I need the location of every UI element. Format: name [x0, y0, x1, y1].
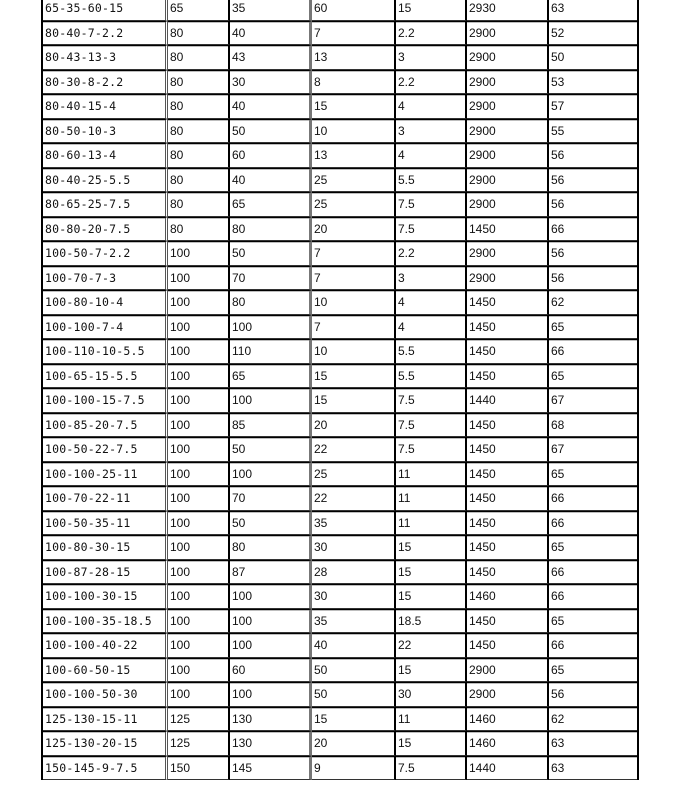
inlet-diameter-cell: 125 — [168, 731, 230, 756]
inlet-diameter-cell: 100 — [168, 584, 230, 609]
inlet-diameter-cell: 100 — [168, 388, 230, 413]
power-cell: 22 — [396, 633, 467, 658]
efficiency-cell: 65 — [549, 609, 637, 634]
model-cell: 100-50-35-11 — [43, 511, 168, 536]
flow-cell: 15 — [312, 364, 396, 389]
outlet-diameter-cell: 80 — [230, 535, 312, 560]
model-cell: 100-100-25-11 — [43, 462, 168, 487]
flow-cell: 20 — [312, 217, 396, 242]
flow-cell: 13 — [312, 45, 396, 70]
model-cell: 100-100-30-15 — [43, 584, 168, 609]
outlet-diameter-cell: 50 — [230, 241, 312, 266]
inlet-diameter-cell: 100 — [168, 658, 230, 683]
speed-cell: 1450 — [467, 535, 549, 560]
flow-cell: 22 — [312, 486, 396, 511]
inlet-diameter-cell: 65 — [168, 0, 230, 21]
speed-cell: 2900 — [467, 168, 549, 193]
table-row — [43, 217, 637, 242]
outlet-diameter-cell: 100 — [230, 682, 312, 707]
outlet-diameter-cell: 65 — [230, 192, 312, 217]
model-cell: 100-100-35-18.5 — [43, 609, 168, 634]
efficiency-cell: 63 — [549, 756, 637, 781]
outlet-diameter-cell: 40 — [230, 21, 312, 46]
table-row — [43, 388, 637, 413]
outlet-diameter-cell: 130 — [230, 707, 312, 732]
power-cell: 5.5 — [396, 339, 467, 364]
outlet-diameter-cell: 60 — [230, 143, 312, 168]
table-row — [43, 119, 637, 144]
speed-cell: 2900 — [467, 45, 549, 70]
model-cell: 80-60-13-4 — [43, 143, 168, 168]
table-row — [43, 707, 637, 732]
speed-cell: 1450 — [467, 462, 549, 487]
flow-cell: 15 — [312, 94, 396, 119]
speed-cell: 1460 — [467, 731, 549, 756]
inlet-diameter-cell: 100 — [168, 682, 230, 707]
power-cell: 11 — [396, 462, 467, 487]
power-cell: 4 — [396, 290, 467, 315]
power-cell: 15 — [396, 731, 467, 756]
table-row — [43, 609, 637, 634]
power-cell: 2.2 — [396, 21, 467, 46]
power-cell: 3 — [396, 119, 467, 144]
efficiency-cell: 56 — [549, 266, 637, 291]
efficiency-cell: 56 — [549, 143, 637, 168]
power-cell: 7.5 — [396, 413, 467, 438]
power-cell: 4 — [396, 315, 467, 340]
model-cell: 65-35-60-15 — [43, 0, 168, 21]
flow-cell: 7 — [312, 241, 396, 266]
efficiency-cell: 65 — [549, 462, 637, 487]
speed-cell: 2900 — [467, 241, 549, 266]
speed-cell: 2900 — [467, 658, 549, 683]
outlet-diameter-cell: 100 — [230, 462, 312, 487]
power-cell: 15 — [396, 0, 467, 21]
power-cell: 2.2 — [396, 70, 467, 95]
flow-cell: 15 — [312, 707, 396, 732]
outlet-diameter-cell: 87 — [230, 560, 312, 585]
efficiency-cell: 66 — [549, 584, 637, 609]
flow-cell: 10 — [312, 119, 396, 144]
speed-cell: 1450 — [467, 609, 549, 634]
inlet-diameter-cell: 80 — [168, 192, 230, 217]
table-row — [43, 633, 637, 658]
speed-cell: 2900 — [467, 143, 549, 168]
speed-cell: 1450 — [467, 560, 549, 585]
efficiency-cell: 63 — [549, 0, 637, 21]
flow-cell: 35 — [312, 511, 396, 536]
power-cell: 4 — [396, 143, 467, 168]
outlet-diameter-cell: 65 — [230, 364, 312, 389]
outlet-diameter-cell: 40 — [230, 168, 312, 193]
power-cell: 30 — [396, 682, 467, 707]
efficiency-cell: 56 — [549, 241, 637, 266]
efficiency-cell: 62 — [549, 707, 637, 732]
power-cell: 18.5 — [396, 609, 467, 634]
inlet-diameter-cell: 100 — [168, 511, 230, 536]
power-cell: 5.5 — [396, 364, 467, 389]
inlet-diameter-cell: 80 — [168, 94, 230, 119]
speed-cell: 2900 — [467, 682, 549, 707]
inlet-diameter-cell: 100 — [168, 462, 230, 487]
table-row — [43, 70, 637, 95]
efficiency-cell: 50 — [549, 45, 637, 70]
table-row — [43, 535, 637, 560]
outlet-diameter-cell: 80 — [230, 290, 312, 315]
flow-cell: 7 — [312, 315, 396, 340]
table-row — [43, 486, 637, 511]
flow-cell: 60 — [312, 0, 396, 21]
power-cell: 3 — [396, 266, 467, 291]
flow-cell: 35 — [312, 609, 396, 634]
inlet-diameter-cell: 100 — [168, 290, 230, 315]
flow-cell: 8 — [312, 70, 396, 95]
model-cell: 80-40-25-5.5 — [43, 168, 168, 193]
inlet-diameter-cell: 80 — [168, 21, 230, 46]
outlet-diameter-cell: 70 — [230, 266, 312, 291]
model-cell: 100-50-22-7.5 — [43, 437, 168, 462]
speed-cell: 1450 — [467, 511, 549, 536]
table-row — [43, 168, 637, 193]
efficiency-cell: 65 — [549, 364, 637, 389]
speed-cell: 1450 — [467, 413, 549, 438]
inlet-diameter-cell: 80 — [168, 143, 230, 168]
outlet-diameter-cell: 100 — [230, 315, 312, 340]
efficiency-cell: 65 — [549, 315, 637, 340]
speed-cell: 1450 — [467, 339, 549, 364]
flow-cell: 50 — [312, 658, 396, 683]
table-row — [43, 241, 637, 266]
flow-cell: 25 — [312, 192, 396, 217]
table-row — [43, 462, 637, 487]
model-cell: 100-100-7-4 — [43, 315, 168, 340]
power-cell: 11 — [396, 486, 467, 511]
model-cell: 100-85-20-7.5 — [43, 413, 168, 438]
inlet-diameter-cell: 125 — [168, 707, 230, 732]
speed-cell: 1450 — [467, 290, 549, 315]
table-row — [43, 266, 637, 291]
speed-cell: 1450 — [467, 315, 549, 340]
outlet-diameter-cell: 70 — [230, 486, 312, 511]
outlet-diameter-cell: 100 — [230, 633, 312, 658]
table-row — [43, 290, 637, 315]
outlet-diameter-cell: 60 — [230, 658, 312, 683]
outlet-diameter-cell: 40 — [230, 94, 312, 119]
efficiency-cell: 56 — [549, 168, 637, 193]
flow-cell: 7 — [312, 21, 396, 46]
table-row — [43, 437, 637, 462]
model-cell: 125-130-20-15 — [43, 731, 168, 756]
power-cell: 7.5 — [396, 756, 467, 781]
inlet-diameter-cell: 150 — [168, 756, 230, 781]
outlet-diameter-cell: 100 — [230, 609, 312, 634]
power-cell: 3 — [396, 45, 467, 70]
model-cell: 100-100-50-30 — [43, 682, 168, 707]
power-cell: 7.5 — [396, 217, 467, 242]
power-cell: 7.5 — [396, 437, 467, 462]
efficiency-cell: 55 — [549, 119, 637, 144]
inlet-diameter-cell: 100 — [168, 437, 230, 462]
flow-cell: 20 — [312, 413, 396, 438]
table-row — [43, 682, 637, 707]
model-cell: 80-80-20-7.5 — [43, 217, 168, 242]
power-cell: 15 — [396, 658, 467, 683]
table-row — [43, 731, 637, 756]
model-cell: 80-50-10-3 — [43, 119, 168, 144]
flow-cell: 50 — [312, 682, 396, 707]
inlet-diameter-cell: 80 — [168, 168, 230, 193]
flow-cell: 30 — [312, 584, 396, 609]
speed-cell: 1450 — [467, 486, 549, 511]
model-cell: 100-100-15-7.5 — [43, 388, 168, 413]
flow-cell: 10 — [312, 339, 396, 364]
outlet-diameter-cell: 43 — [230, 45, 312, 70]
model-cell: 100-80-30-15 — [43, 535, 168, 560]
inlet-diameter-cell: 100 — [168, 633, 230, 658]
speed-cell: 1450 — [467, 633, 549, 658]
flow-cell: 28 — [312, 560, 396, 585]
efficiency-cell: 62 — [549, 290, 637, 315]
inlet-diameter-cell: 100 — [168, 241, 230, 266]
efficiency-cell: 66 — [549, 339, 637, 364]
speed-cell: 1460 — [467, 584, 549, 609]
inlet-diameter-cell: 100 — [168, 535, 230, 560]
model-cell: 100-60-50-15 — [43, 658, 168, 683]
efficiency-cell: 67 — [549, 388, 637, 413]
speed-cell: 2900 — [467, 192, 549, 217]
model-cell: 100-70-22-11 — [43, 486, 168, 511]
model-cell: 80-40-7-2.2 — [43, 21, 168, 46]
power-cell: 11 — [396, 707, 467, 732]
outlet-diameter-cell: 80 — [230, 217, 312, 242]
flow-cell: 15 — [312, 388, 396, 413]
flow-cell: 22 — [312, 437, 396, 462]
power-cell: 7.5 — [396, 388, 467, 413]
inlet-diameter-cell: 100 — [168, 609, 230, 634]
speed-cell: 1450 — [467, 364, 549, 389]
table-row — [43, 560, 637, 585]
outlet-diameter-cell: 100 — [230, 584, 312, 609]
model-cell: 100-100-40-22 — [43, 633, 168, 658]
model-cell: 100-110-10-5.5 — [43, 339, 168, 364]
model-cell: 100-50-7-2.2 — [43, 241, 168, 266]
speed-cell: 2900 — [467, 21, 549, 46]
speed-cell: 1450 — [467, 437, 549, 462]
flow-cell: 9 — [312, 756, 396, 781]
efficiency-cell: 66 — [549, 560, 637, 585]
model-cell: 80-40-15-4 — [43, 94, 168, 119]
efficiency-cell: 66 — [549, 633, 637, 658]
table-row — [43, 364, 637, 389]
inlet-diameter-cell: 100 — [168, 486, 230, 511]
speed-cell: 1440 — [467, 756, 549, 781]
speed-cell: 1460 — [467, 707, 549, 732]
power-cell: 11 — [396, 511, 467, 536]
outlet-diameter-cell: 50 — [230, 437, 312, 462]
outlet-diameter-cell: 35 — [230, 0, 312, 21]
efficiency-cell: 66 — [549, 486, 637, 511]
outlet-diameter-cell: 100 — [230, 388, 312, 413]
efficiency-cell: 68 — [549, 413, 637, 438]
inlet-diameter-cell: 80 — [168, 217, 230, 242]
speed-cell: 2900 — [467, 70, 549, 95]
power-cell: 5.5 — [396, 168, 467, 193]
inlet-diameter-cell: 100 — [168, 364, 230, 389]
pump-spec-table — [41, 0, 639, 780]
outlet-diameter-cell: 30 — [230, 70, 312, 95]
model-cell: 100-70-7-3 — [43, 266, 168, 291]
flow-cell: 7 — [312, 266, 396, 291]
model-cell: 125-130-15-11 — [43, 707, 168, 732]
efficiency-cell: 53 — [549, 70, 637, 95]
outlet-diameter-cell: 130 — [230, 731, 312, 756]
efficiency-cell: 56 — [549, 682, 637, 707]
table-row — [43, 192, 637, 217]
table-row — [43, 413, 637, 438]
table-row — [43, 658, 637, 683]
speed-cell: 2900 — [467, 119, 549, 144]
speed-cell: 1440 — [467, 388, 549, 413]
table-row — [43, 339, 637, 364]
model-cell: 100-65-15-5.5 — [43, 364, 168, 389]
flow-cell: 25 — [312, 462, 396, 487]
speed-cell: 2900 — [467, 266, 549, 291]
flow-cell: 30 — [312, 535, 396, 560]
table-row — [43, 45, 637, 70]
inlet-diameter-cell: 100 — [168, 266, 230, 291]
power-cell: 15 — [396, 560, 467, 585]
flow-cell: 13 — [312, 143, 396, 168]
power-cell: 2.2 — [396, 241, 467, 266]
model-cell: 100-87-28-15 — [43, 560, 168, 585]
flow-cell: 40 — [312, 633, 396, 658]
model-cell: 150-145-9-7.5 — [43, 756, 168, 781]
inlet-diameter-cell: 100 — [168, 315, 230, 340]
speed-cell: 2930 — [467, 0, 549, 21]
efficiency-cell: 63 — [549, 731, 637, 756]
efficiency-cell: 65 — [549, 535, 637, 560]
efficiency-cell: 66 — [549, 511, 637, 536]
inlet-diameter-cell: 80 — [168, 119, 230, 144]
power-cell: 7.5 — [396, 192, 467, 217]
inlet-diameter-cell: 100 — [168, 413, 230, 438]
table-row — [43, 94, 637, 119]
inlet-diameter-cell: 100 — [168, 339, 230, 364]
speed-cell: 2900 — [467, 94, 549, 119]
table-row — [43, 511, 637, 536]
power-cell: 15 — [396, 584, 467, 609]
model-cell: 80-43-13-3 — [43, 45, 168, 70]
outlet-diameter-cell: 145 — [230, 756, 312, 781]
efficiency-cell: 56 — [549, 192, 637, 217]
table-row — [43, 21, 637, 46]
table-row — [43, 756, 637, 781]
efficiency-cell: 57 — [549, 94, 637, 119]
flow-cell: 25 — [312, 168, 396, 193]
flow-cell: 10 — [312, 290, 396, 315]
model-cell: 80-30-8-2.2 — [43, 70, 168, 95]
efficiency-cell: 66 — [549, 217, 637, 242]
table-row — [43, 584, 637, 609]
outlet-diameter-cell: 85 — [230, 413, 312, 438]
efficiency-cell: 67 — [549, 437, 637, 462]
power-cell: 15 — [396, 535, 467, 560]
outlet-diameter-cell: 110 — [230, 339, 312, 364]
speed-cell: 1450 — [467, 217, 549, 242]
table-body — [43, 0, 637, 780]
outlet-diameter-cell: 50 — [230, 119, 312, 144]
table-row — [43, 0, 637, 21]
table-row — [43, 143, 637, 168]
efficiency-cell: 65 — [549, 658, 637, 683]
inlet-diameter-cell: 80 — [168, 45, 230, 70]
model-cell: 100-80-10-4 — [43, 290, 168, 315]
inlet-diameter-cell: 100 — [168, 560, 230, 585]
power-cell: 4 — [396, 94, 467, 119]
inlet-diameter-cell: 80 — [168, 70, 230, 95]
table-row — [43, 315, 637, 340]
flow-cell: 20 — [312, 731, 396, 756]
model-cell: 80-65-25-7.5 — [43, 192, 168, 217]
efficiency-cell: 52 — [549, 21, 637, 46]
outlet-diameter-cell: 50 — [230, 511, 312, 536]
